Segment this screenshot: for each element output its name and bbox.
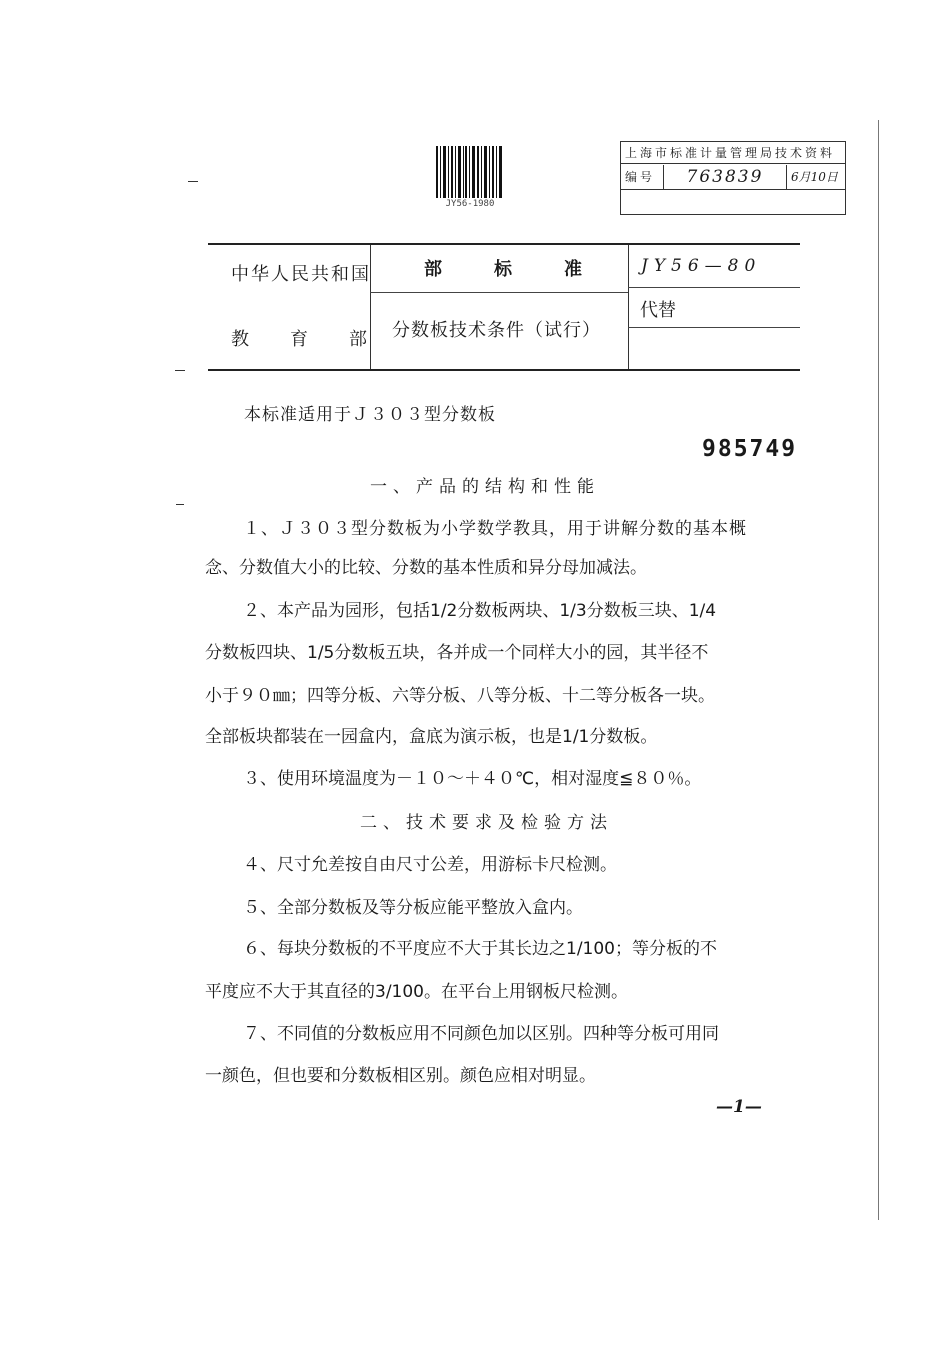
paragraph-line: ５、全部分数板及等分板应能平整放入盒内。 xyxy=(243,898,583,918)
scan-mark xyxy=(175,370,185,371)
paragraph-line: ７、不同值的分数板应用不同颜色加以区别。四种等分板可用同 xyxy=(243,1024,719,1044)
paragraph-line: 分数板四块、1/5分数板五块，各并成一个同样大小的园，其半径不 xyxy=(205,643,709,663)
paragraph-line: ２、本产品为园形，包括1/2分数板两块、1/3分数板三块、1/4 xyxy=(243,601,717,621)
header-divider xyxy=(628,327,800,328)
header-rule-top xyxy=(208,243,800,245)
replaces-label: 代替 xyxy=(640,300,676,321)
paragraph-line: 念、分数值大小的比较、分数的基本性质和异分母加减法。 xyxy=(205,558,647,578)
stamp-date: 6月10日 xyxy=(791,170,838,184)
page-number: —1— xyxy=(716,1097,762,1117)
header-divider xyxy=(628,287,800,288)
header-divider xyxy=(628,245,629,369)
stamp-title: 上海市标准计量管理局技术资料 xyxy=(621,142,845,164)
standard-title: 分数板技术条件（试行） xyxy=(392,320,601,341)
issuer-country: 中华人民共和国 xyxy=(231,264,371,285)
scan-edge-line xyxy=(878,120,879,1220)
standard-type xyxy=(424,255,582,281)
scan-mark xyxy=(188,181,198,182)
issuer-ministry xyxy=(231,325,367,351)
issuer-ministry-char: 育 xyxy=(290,329,308,350)
paragraph-line: ４、尺寸允差按自由尺寸公差，用游标卡尺检测。 xyxy=(243,855,617,875)
issuer-ministry-char: 部 xyxy=(349,329,367,350)
stamp-number-row xyxy=(621,165,845,190)
section-heading-2: 二、技术要求及检验方法 xyxy=(360,813,613,833)
header-rule-bottom xyxy=(208,369,800,371)
standard-type-char: 标 xyxy=(494,259,512,280)
paragraph-line: ６、每块分数板的不平度应不大于其长边之1/100；等分板的不 xyxy=(243,939,717,959)
serial-number: 985749 xyxy=(702,436,798,462)
standard-code: JY56—80 xyxy=(641,256,762,276)
library-stamp xyxy=(620,141,846,215)
scope-statement: 本标准适用于Ｊ３０３型分数板 xyxy=(244,405,496,425)
standard-type-char: 部 xyxy=(424,259,442,280)
section-heading-1: 一、产品的结构和性能 xyxy=(370,477,600,497)
paragraph-line: ３、使用环境温度为－１０～＋４０℃，相对湿度≦８０％。 xyxy=(243,769,702,789)
standard-type-char: 准 xyxy=(564,259,582,280)
paragraph-line: 全部板块都装在一园盒内，盒底为演示板，也是1/1分数板。 xyxy=(205,727,658,747)
paragraph-line: 小于９０㎜；四等分板、六等分板、八等分板、十二等分板各一块。 xyxy=(205,686,715,706)
paragraph-line: 平度应不大于其直径的3/100。在平台上用钢板尺检测。 xyxy=(205,982,628,1002)
issuer-ministry-char: 教 xyxy=(231,329,249,350)
paragraph-line: １、Ｊ３０３型分数板为小学数学教具，用于讲解分数的基本概 xyxy=(243,519,747,539)
barcode-label: JY56-1980 xyxy=(445,199,495,209)
barcode xyxy=(436,146,502,198)
scan-mark xyxy=(176,504,184,505)
header-divider xyxy=(370,292,628,293)
paragraph-line: 一颜色，但也要和分数板相区别。颜色应相对明显。 xyxy=(205,1066,596,1086)
stamp-number-label: 编号 xyxy=(625,170,656,184)
stamp-number-value: 763839 xyxy=(663,165,787,189)
